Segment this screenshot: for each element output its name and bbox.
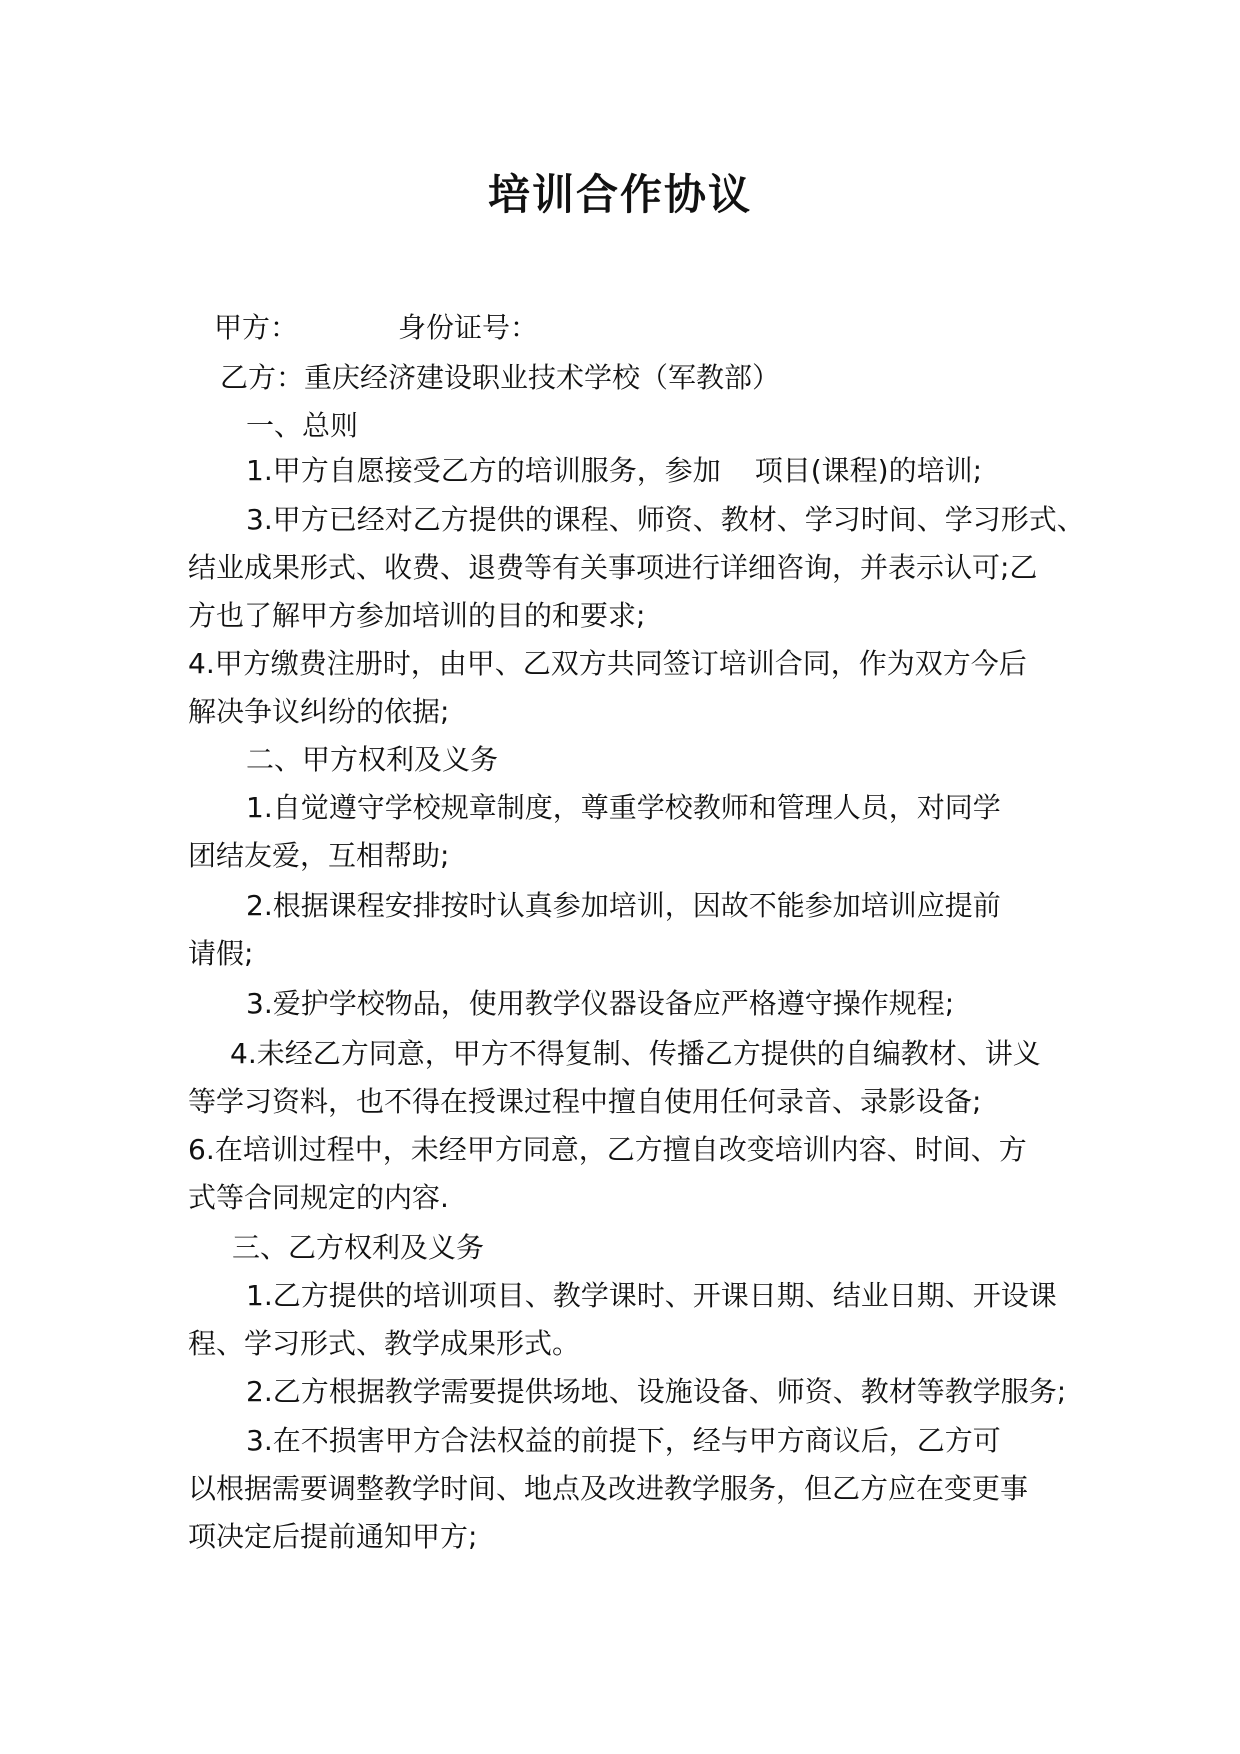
section3-item3-line3: 项决定后提前通知甲方; [188, 1520, 478, 1553]
section1-item1 [246, 451, 982, 491]
section2-item2-line2: 请假; [188, 937, 254, 970]
party-a-line [214, 308, 538, 348]
section3-heading: 三、乙方权利及义务 [232, 1231, 485, 1264]
section2-heading: 二、甲方权利及义务 [246, 743, 499, 776]
section1-heading: 一、总则 [246, 409, 359, 442]
party-a-label: 甲方： [214, 311, 299, 344]
section3-item1-line1: 1.乙方提供的培训项目、教学课时、开课日期、结业日期、开设课 [246, 1279, 1057, 1312]
section1-item3-line1: 3.甲方已经对乙方提供的课程、师资、教材、学习时间、学习形式、 [246, 503, 1085, 536]
section2-item3: 3.爱护学校物品，使用教学仪器设备应严格遵守操作规程; [246, 987, 955, 1020]
party-a-id-label: 身份证号： [398, 311, 539, 344]
section2-item1-line1: 1.自觉遵守学校规章制度，尊重学校教师和管理人员，对同学 [246, 791, 1001, 824]
section3-item3-line1: 3.在不损害甲方合法权益的前提下，经与甲方商议后，乙方可 [246, 1424, 1001, 1457]
section2-item6-line1: 6.在培训过程中，未经甲方同意，乙方擅自改变培训内容、时间、方 [188, 1133, 1027, 1166]
section2-item1-line2: 团结友爱，互相帮助; [188, 839, 450, 872]
document-title: 培训合作协议 [487, 170, 752, 219]
section3-item1-line2: 程、学习形式、教学成果形式。 [188, 1327, 581, 1360]
section2-item6-line2: 式等合同规定的内容. [188, 1181, 449, 1214]
section1-item4-line2: 解决争议纠纷的依据; [188, 695, 450, 728]
party-b-line: 乙方：重庆经济建设职业技术学校（军教部） [220, 361, 781, 394]
section1-item1-part-a: 1.甲方自愿接受乙方的培训服务，参加 [246, 454, 721, 487]
section3-item2: 2.乙方根据教学需要提供场地、设施设备、师资、教材等教学服务; [246, 1375, 1067, 1408]
section2-item4-line2: 等学习资料，也不得在授课过程中擅自使用任何录音、录影设备; [188, 1085, 982, 1118]
section1-item3-line2: 结业成果形式、收费、退费等有关事项进行详细咨询，并表示认可;乙 [188, 551, 1038, 584]
section2-item4-line1: 4.未经乙方同意，甲方不得复制、传播乙方提供的自编教材、讲义 [230, 1037, 1041, 1070]
section1-item1-part-b: 项目(课程)的培训; [754, 454, 983, 487]
section3-item3-line2: 以根据需要调整教学时间、地点及改进教学服务，但乙方应在变更事 [188, 1472, 1029, 1505]
section1-item4-line1: 4.甲方缴费注册时，由甲、乙双方共同签订培训合同，作为双方今后 [188, 647, 1027, 680]
section1-item3-line3: 方也了解甲方参加培训的目的和要求; [188, 599, 646, 632]
section2-item2-line1: 2.根据课程安排按时认真参加培训，因故不能参加培训应提前 [246, 889, 1001, 922]
